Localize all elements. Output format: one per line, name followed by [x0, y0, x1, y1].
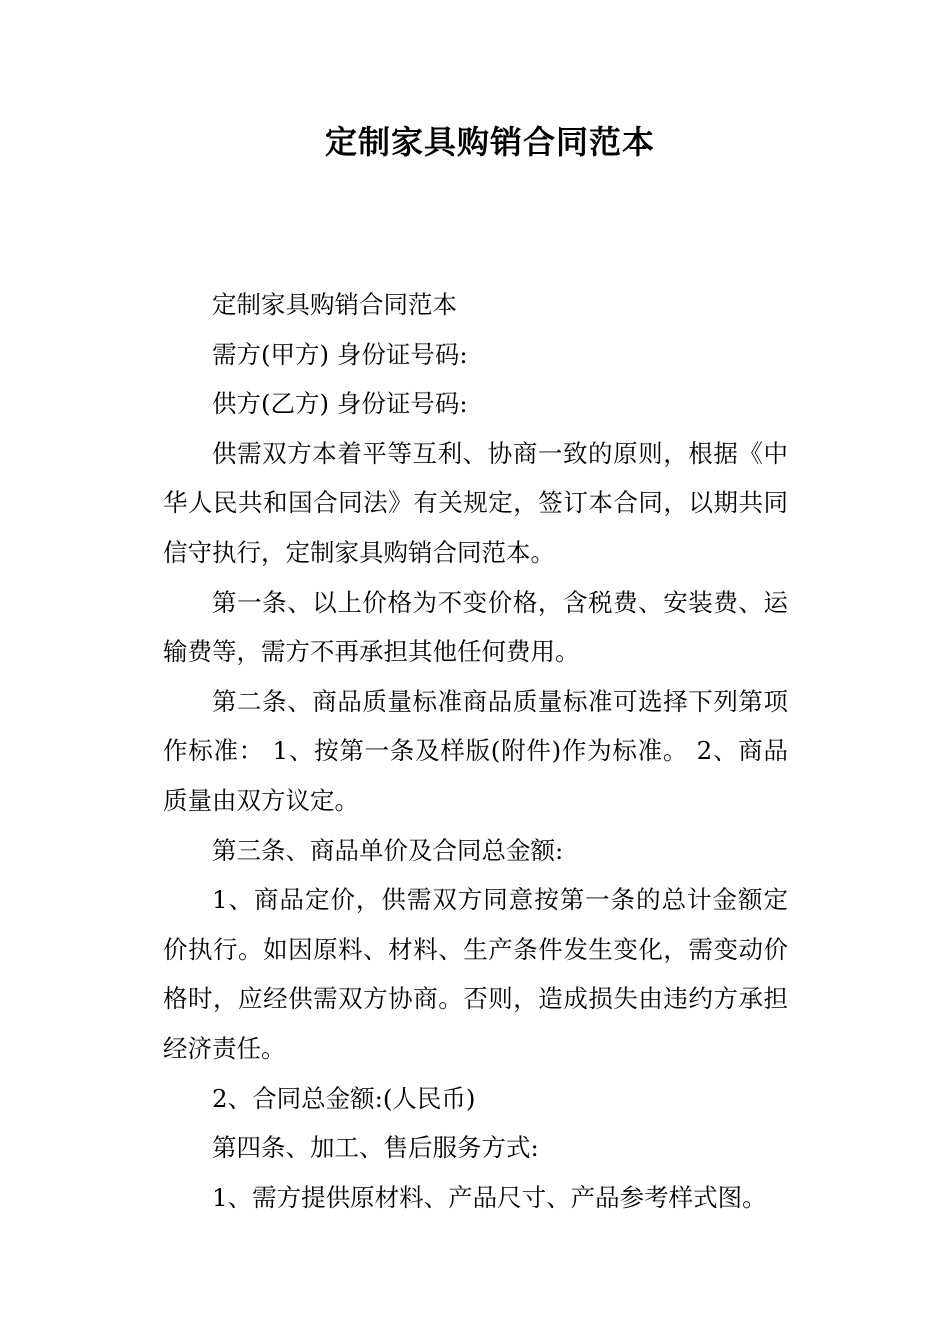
paragraph-buyer-id: 需方(甲方) 身份证号码: — [212, 339, 468, 369]
paragraph-article-1: 第一条、以上价格为不变价格，含税费、安装费、运输费等，需方不再承担其他任何费用。 — [163, 587, 788, 667]
paragraph-article-4: 第四条、加工、售后服务方式: — [212, 1133, 539, 1163]
paragraph-preamble: 供需双方本着平等互利、协商一致的原则，根据《中华人民共和国合同法》有关规定，签订本合同，以期共同信守执行，定制家具购销合同范本。 — [163, 438, 788, 567]
paragraph-article-3-item-1: 1、商品定价，供需双方同意按第一条的总计金额定价执行。如因原料、材料、生产条件发生变化，需变动价格时，应经供需双方协商。否则，造成损失由违约方承担经济责任。 — [163, 885, 788, 1063]
paragraph-article-3: 第三条、商品单价及合同总金额: — [212, 835, 564, 865]
paragraph-contract-heading: 定制家具购销合同范本 — [212, 290, 457, 319]
paragraph-article-3-item-2: 2、合同总金额:(人民币) — [212, 1083, 476, 1113]
document-title: 定制家具购销合同范本 — [324, 123, 655, 161]
paragraph-article-4-item-1: 1、需方提供原材料、产品尺寸、产品参考样式图。 — [212, 1182, 767, 1212]
paragraph-seller-id: 供方(乙方) 身份证号码: — [212, 389, 468, 419]
document-body — [163, 280, 788, 1222]
paragraph-article-2: 第二条、商品质量标准商品质量标准可选择下列第项作标准： 1、按第一条及样版(附件)作为标准。 2、商品质量由双方议定。 — [163, 686, 788, 815]
